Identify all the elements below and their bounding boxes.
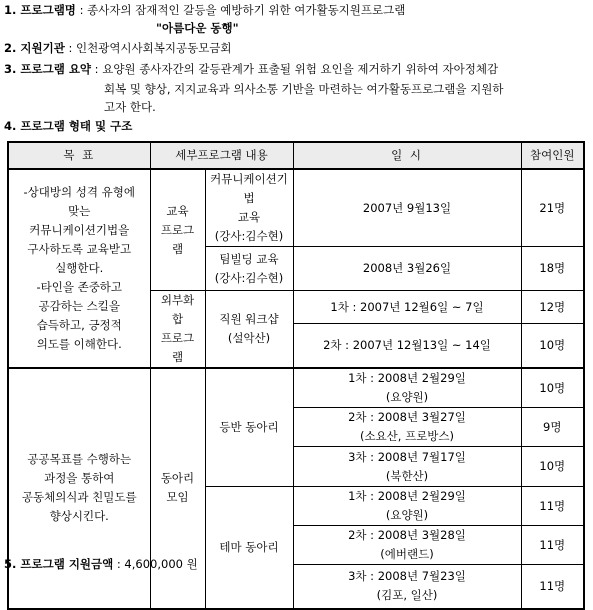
goal-2-line: 과정을 통하여 (44, 471, 115, 486)
count-cell: 10명 (521, 324, 584, 368)
section-3-label: 3. 프로그램 요약 (4, 62, 92, 76)
program-line: (설악산) (227, 331, 271, 345)
section-5-label: 5. 프로그램 지원금액 (4, 557, 114, 571)
date-line: 3차 : 2008년 7월23일 (348, 569, 466, 584)
date-line: (에버랜드) (380, 547, 434, 561)
program-line: 직원 워크샵 (219, 312, 279, 326)
date-line: (소요산, 프로방스) (359, 429, 455, 443)
date-cell (293, 526, 521, 565)
type-cell-outdoor (150, 291, 205, 369)
section-2-text: : 인천광역시사회복지공동모금회 (64, 41, 232, 55)
program-line: 교육 (237, 210, 261, 224)
date-cell (293, 487, 521, 526)
date-line: (요양원) (385, 390, 429, 404)
date-line: (북한산) (385, 468, 429, 483)
header-participants: 참여인원 (521, 142, 584, 169)
goal-1-line: 의도를 이해한다. (36, 337, 122, 351)
goal-cell-1 (8, 169, 150, 368)
type-line: 외부화 (160, 293, 195, 307)
date-cell (293, 565, 521, 609)
section-3-text-2: 회복 및 향상, 지지교육과 의사소통 기반을 마련하는 여가활동프로그램을 지원하 (104, 82, 504, 96)
date-line: 1차 : 2008년 2월29일 (348, 371, 466, 385)
type-line: 합 (171, 312, 184, 326)
section-5-text: : 4,600,000 원 (113, 557, 198, 571)
program-teambuilding (205, 247, 293, 291)
goal-1-line: -상대방의 성격 유형에 (23, 185, 135, 199)
goal-1-line: -타인을 존중하고 (36, 280, 123, 294)
date-line: (요양원) (385, 508, 429, 522)
section-3-text-1: : 요양원 종사자간의 갈등관계가 표출될 위험 요인을 제거하기 위하여 자아정체감 (91, 62, 499, 76)
type-line: 동아리 (160, 471, 195, 486)
count-cell: 10명 (521, 447, 584, 487)
goal-2-line: 공동체의식과 친밀도를 (21, 490, 137, 505)
section-2-label: 2. 지원기관 (4, 41, 65, 55)
program-theme-club: 테마 동아리 (205, 487, 293, 609)
header-goal: 목 표 (8, 142, 150, 169)
header-program-content: 세부프로그램 내용 (150, 142, 293, 169)
date-cell: 2차 : 2007년 12월13일 ~ 14일 (293, 324, 521, 368)
date-line: 2차 : 2008년 3월27일 (348, 410, 466, 424)
date-line: (김포, 일산) (376, 588, 438, 603)
goal-1-line: 맞는 (68, 204, 91, 218)
program-workshop (205, 291, 293, 369)
type-line: 교육 (166, 203, 189, 218)
count-cell: 21명 (521, 169, 584, 247)
date-cell (293, 368, 521, 408)
section-1-label: 1. 프로그램명 (4, 3, 76, 17)
date-cell: 2007년 9월13일 (293, 169, 521, 247)
goal-1-line: 공감하는 스킬을 (38, 299, 120, 313)
count-cell: 11명 (521, 487, 584, 526)
table-row (8, 169, 584, 247)
program-line: (강사:김수현) (214, 229, 284, 243)
count-cell: 9명 (521, 408, 584, 447)
program-line: 팀빌딩 교육 (219, 251, 279, 266)
section-3-line-1 (4, 61, 498, 77)
program-structure-table (7, 141, 585, 610)
count-cell: 18명 (521, 247, 584, 291)
date-cell (293, 447, 521, 487)
program-line: (강사:김수현) (214, 270, 284, 285)
count-cell: 10명 (521, 368, 584, 408)
count-cell: 12명 (521, 291, 584, 324)
table-row (8, 368, 584, 408)
goal-cell-2 (8, 368, 150, 609)
goal-1-line: 습득하고, 긍정적 (36, 318, 122, 332)
type-cell-club (150, 368, 205, 609)
section-1-line (4, 2, 405, 18)
section-3-text-3: 고자 한다. (104, 100, 156, 114)
header-datetime: 일 시 (293, 142, 521, 169)
type-line: 모임 (166, 490, 189, 505)
date-line: 1차 : 2008년 2월29일 (348, 489, 466, 503)
goal-2-line: 향상시킨다. (49, 509, 109, 524)
count-cell: 11명 (521, 565, 584, 609)
program-communication (205, 169, 293, 247)
type-line: 램 (171, 241, 184, 256)
date-line: 2차 : 2008년 3월28일 (348, 528, 466, 542)
type-line: 프로그 (160, 331, 195, 345)
table-header-row (8, 142, 584, 169)
type-line: 프로그 (160, 222, 195, 237)
section-1-text: : 종사자의 잠재적인 갈등을 예방하기 위한 여가활동지원프로그램 (75, 3, 406, 17)
date-cell: 2008년 3월26일 (293, 247, 521, 291)
count-cell: 11명 (521, 526, 584, 565)
goal-2-line: 공공목표를 수행하는 (27, 452, 132, 467)
section-2-line (4, 40, 232, 56)
program-subtitle: "아름다운 동행" (156, 21, 239, 35)
type-line: 램 (171, 350, 184, 364)
date-cell (293, 408, 521, 447)
date-cell: 1차 : 2007년 12월6일 ~ 7일 (293, 291, 521, 324)
program-line: 커뮤니케이션기법 (210, 172, 288, 205)
section-4-label: 4. 프로그램 형태 및 구조 (4, 119, 133, 133)
type-cell-education (150, 169, 205, 291)
goal-1-line: 구사하도록 교육받고 (27, 242, 132, 256)
program-hiking-club: 등반 동아리 (205, 368, 293, 487)
date-line: 3차 : 2008년 7월17일 (348, 449, 466, 464)
goal-1-line: 커뮤니케이션기법을 (29, 223, 130, 237)
goal-1-line: 실행한다. (55, 261, 104, 275)
section-5-line (4, 556, 198, 572)
